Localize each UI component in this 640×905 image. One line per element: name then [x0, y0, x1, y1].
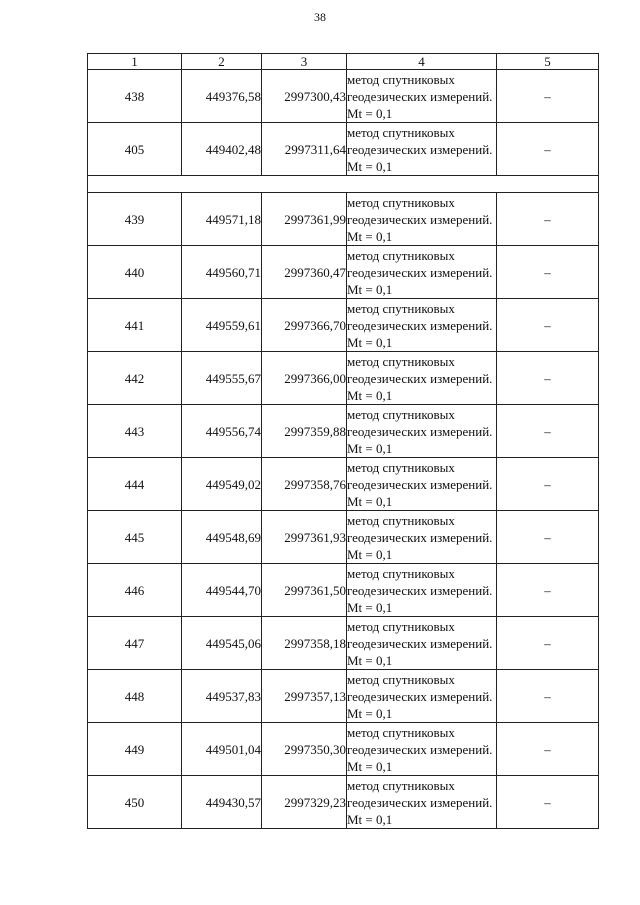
x-coordinate-cell: 449376,58 — [182, 70, 262, 123]
y-coordinate-cell: 2997366,70 — [262, 299, 347, 352]
header-col-1: 1 — [88, 54, 182, 70]
table-row — [88, 193, 599, 246]
point-number-cell: 440 — [88, 246, 182, 299]
point-number-cell: 448 — [88, 670, 182, 723]
table-row — [88, 458, 599, 511]
note-cell: – — [497, 776, 599, 829]
method-cell: метод спутниковых геодезических измерений. Mt = 0,1 — [347, 123, 497, 176]
point-number-cell: 447 — [88, 617, 182, 670]
point-number-cell: 439 — [88, 193, 182, 246]
x-coordinate-cell: 449501,04 — [182, 723, 262, 776]
y-coordinate-cell: 2997300,43 — [262, 70, 347, 123]
note-cell: – — [497, 511, 599, 564]
y-coordinate-cell: 2997350,30 — [262, 723, 347, 776]
y-coordinate-cell: 2997361,50 — [262, 564, 347, 617]
table-body — [88, 70, 599, 829]
note-cell: – — [497, 670, 599, 723]
header-col-2: 2 — [182, 54, 262, 70]
x-coordinate-cell: 449544,70 — [182, 564, 262, 617]
y-coordinate-cell: 2997329,23 — [262, 776, 347, 829]
separator-row — [88, 176, 599, 193]
method-cell: метод спутниковых геодезических измерений. Mt = 0,1 — [347, 564, 497, 617]
coordinates-table — [87, 53, 599, 829]
table-header-row — [88, 54, 599, 70]
table-row — [88, 617, 599, 670]
method-cell: метод спутниковых геодезических измерений. Mt = 0,1 — [347, 617, 497, 670]
point-number-cell: 442 — [88, 352, 182, 405]
point-number-cell: 405 — [88, 123, 182, 176]
y-coordinate-cell: 2997361,93 — [262, 511, 347, 564]
y-coordinate-cell: 2997357,13 — [262, 670, 347, 723]
y-coordinate-cell: 2997358,76 — [262, 458, 347, 511]
point-number-cell: 438 — [88, 70, 182, 123]
point-number-cell: 445 — [88, 511, 182, 564]
table-row — [88, 123, 599, 176]
point-number-cell: 449 — [88, 723, 182, 776]
header-col-3: 3 — [262, 54, 347, 70]
table-row — [88, 511, 599, 564]
y-coordinate-cell: 2997360,47 — [262, 246, 347, 299]
note-cell: – — [497, 246, 599, 299]
method-cell: метод спутниковых геодезических измерений. Mt = 0,1 — [347, 458, 497, 511]
note-cell: – — [497, 123, 599, 176]
table-row — [88, 723, 599, 776]
table-row — [88, 776, 599, 829]
page-number: 38 — [314, 10, 326, 24]
point-number-cell: 443 — [88, 405, 182, 458]
x-coordinate-cell: 449430,57 — [182, 776, 262, 829]
point-number-cell: 446 — [88, 564, 182, 617]
note-cell: – — [497, 193, 599, 246]
point-number-cell: 441 — [88, 299, 182, 352]
x-coordinate-cell: 449555,67 — [182, 352, 262, 405]
y-coordinate-cell: 2997366,00 — [262, 352, 347, 405]
table-row — [88, 352, 599, 405]
note-cell: – — [497, 458, 599, 511]
method-cell: метод спутниковых геодезических измерений. Mt = 0,1 — [347, 723, 497, 776]
method-cell: метод спутниковых геодезических измерений. Mt = 0,1 — [347, 193, 497, 246]
point-number-cell: 450 — [88, 776, 182, 829]
y-coordinate-cell: 2997361,99 — [262, 193, 347, 246]
x-coordinate-cell: 449549,02 — [182, 458, 262, 511]
table-row — [88, 564, 599, 617]
y-coordinate-cell: 2997358,18 — [262, 617, 347, 670]
method-cell: метод спутниковых геодезических измерений. Mt = 0,1 — [347, 511, 497, 564]
separator-cell — [88, 176, 599, 193]
method-cell: метод спутниковых геодезических измерений. Mt = 0,1 — [347, 70, 497, 123]
method-cell: метод спутниковых геодезических измерений. Mt = 0,1 — [347, 299, 497, 352]
note-cell: – — [497, 564, 599, 617]
method-cell: метод спутниковых геодезических измерений. Mt = 0,1 — [347, 776, 497, 829]
x-coordinate-cell: 449402,48 — [182, 123, 262, 176]
method-cell: метод спутниковых геодезических измерений. Mt = 0,1 — [347, 670, 497, 723]
x-coordinate-cell: 449559,61 — [182, 299, 262, 352]
method-cell: метод спутниковых геодезических измерений. Mt = 0,1 — [347, 352, 497, 405]
x-coordinate-cell: 449571,18 — [182, 193, 262, 246]
note-cell: – — [497, 299, 599, 352]
table-row — [88, 299, 599, 352]
note-cell: – — [497, 352, 599, 405]
x-coordinate-cell: 449556,74 — [182, 405, 262, 458]
note-cell: – — [497, 723, 599, 776]
point-number-cell: 444 — [88, 458, 182, 511]
table-row — [88, 246, 599, 299]
method-cell: метод спутниковых геодезических измерений. Mt = 0,1 — [347, 405, 497, 458]
table-row — [88, 670, 599, 723]
x-coordinate-cell: 449545,06 — [182, 617, 262, 670]
header-col-4: 4 — [347, 54, 497, 70]
note-cell: – — [497, 405, 599, 458]
x-coordinate-cell: 449537,83 — [182, 670, 262, 723]
x-coordinate-cell: 449548,69 — [182, 511, 262, 564]
note-cell: – — [497, 70, 599, 123]
y-coordinate-cell: 2997359,88 — [262, 405, 347, 458]
table-row — [88, 70, 599, 123]
header-col-5: 5 — [497, 54, 599, 70]
table-row — [88, 405, 599, 458]
note-cell: – — [497, 617, 599, 670]
method-cell: метод спутниковых геодезических измерений. Mt = 0,1 — [347, 246, 497, 299]
y-coordinate-cell: 2997311,64 — [262, 123, 347, 176]
x-coordinate-cell: 449560,71 — [182, 246, 262, 299]
